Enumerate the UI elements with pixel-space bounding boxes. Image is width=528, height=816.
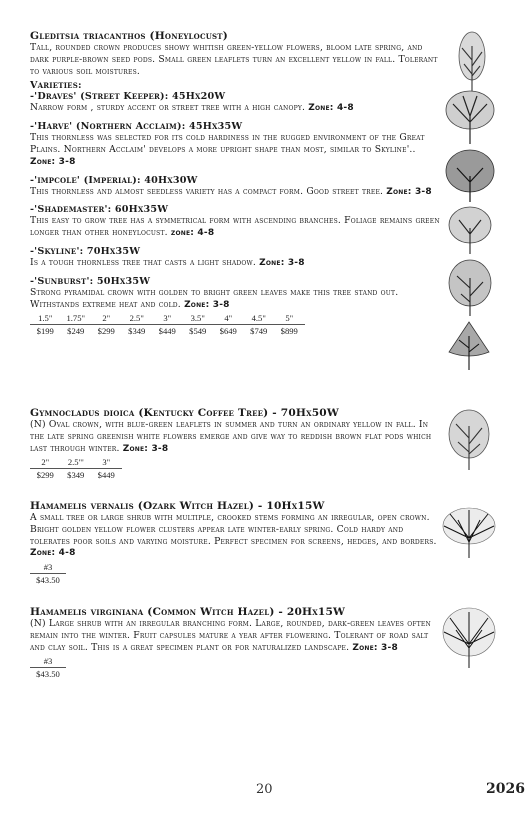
price-table bbox=[30, 456, 122, 481]
zone-label: Zone: 3-8 bbox=[184, 299, 230, 310]
tree-illustration-pyramidal bbox=[443, 318, 495, 372]
tree-illustration-compact bbox=[445, 204, 495, 256]
zone-label: zone: 4-8 bbox=[170, 228, 215, 239]
price-cell: $299 bbox=[97, 326, 115, 337]
zone-label: Zone: 3-8 bbox=[122, 443, 169, 454]
size-cell: #3 bbox=[30, 655, 66, 668]
price-cell: $249 bbox=[67, 326, 85, 337]
varieties-list bbox=[30, 91, 440, 311]
catalog-year: 2026 bbox=[486, 781, 525, 797]
variety-name: -'impcole' (Imperial): 40Hx30W bbox=[30, 174, 198, 186]
tree-illustration-round-dark bbox=[443, 148, 497, 204]
entry-description: A small tree or large shrub with multiple, crooked stems forming an irregular, open crown. Bright golden yellow flower clusters appear late winter-early spring. Cold hardy and tolerates poor soils and varying moisture. Perfect specimen for screens, hedges, and borders. Zone: 4-8 bbox=[30, 512, 437, 559]
entry-description: (N) Oval crown, with blue-green leaflets in summer and turn an ordinary yellow in fall. In the late spring greenish white flowers emerge and give way to reddish brown flat pods which last through winter. Zone: 3-8 bbox=[30, 419, 432, 454]
price-table bbox=[30, 312, 305, 337]
variety-description: Is a tough thornless tree that casts a light shadow. Zone: 3-8 bbox=[30, 256, 305, 268]
tree-illustration-open bbox=[445, 258, 495, 318]
entry-hamamelis-virginiana bbox=[30, 606, 440, 680]
price-cell: $549 bbox=[189, 326, 207, 337]
price-cell: $349 bbox=[67, 470, 85, 481]
tree-illustration-vase bbox=[443, 88, 497, 146]
size-cell: 2.5"' bbox=[61, 456, 92, 469]
variety-name: -'Skyline': 70Hx35W bbox=[30, 245, 141, 257]
variety-description: This thornless and almost seedless variety has a compact form. Good street tree. Zone: 3-8 bbox=[30, 185, 432, 197]
entry-title: Gleditsia triacanthos (Honeylocust) bbox=[30, 30, 228, 42]
entry-title: Gymnocladus dioica (Kentucky Coffee Tree) - 70Hx50W bbox=[30, 407, 339, 419]
price-cell: $899 bbox=[280, 326, 298, 337]
size-cell: 2" bbox=[30, 456, 61, 469]
size-cell: 2" bbox=[91, 312, 122, 325]
price-table bbox=[30, 655, 66, 680]
zone-label: Zone: 4-8 bbox=[30, 548, 76, 559]
entry-title: Hamamelis vernalis (Ozark Witch Hazel) - 10Hx15W bbox=[30, 500, 325, 512]
size-cell: 4.5" bbox=[244, 312, 275, 325]
zone-label: Zone: 3-8 bbox=[30, 156, 76, 167]
variety-description: Strong pyramidal crown with golden to bright green leaves make this tree stand out. Withstands extreme heat and cold. Zone: 3-8 bbox=[30, 286, 399, 310]
price-cell: $199 bbox=[36, 326, 54, 337]
entry-description: Tall, rounded crown produces showy whitish green-yellow flowers, bloom late spring, and dark purple-brown seed pods. Small green leaflets turn an excellent yellow in fall. Tolerant to various soil moistures. bbox=[30, 42, 438, 77]
entry-gymnocladus bbox=[30, 407, 440, 481]
zone-label: Zone: 3-8 bbox=[386, 186, 432, 197]
zone-label: Zone: 3-8 bbox=[352, 642, 398, 653]
entry-description: (N) Large shrub with an irregular branching form. Large, rounded, dark-green leaves often remain into the winter. Fruit capsules mature a year after flowering. Tolerant of road salt and clay soil. This is a great specimen plant or for naturalized landscape. Zone: 3-8 bbox=[30, 618, 431, 653]
tree-illustration-witch-hazel bbox=[440, 504, 498, 560]
price-cell: $299 bbox=[36, 470, 54, 481]
size-cell: 3" bbox=[91, 456, 122, 469]
varieties-label: Varieties: bbox=[30, 80, 82, 92]
page-number: 20 bbox=[256, 782, 273, 797]
variety-description: This thornless was selected for its cold hardiness in the rugged environment of the Great Plains. Northern Acclaim' develops a more upright shape than most, similar to Skyline'.. Zone: 3-8 bbox=[30, 132, 425, 167]
size-cell: 3" bbox=[152, 312, 183, 325]
variety-description: This easy to grow tree has a symmetrical form with ascending branches. Foliage remains green longer than other honeylocust. zone: 4-8 bbox=[30, 215, 440, 239]
entry-hamamelis-vernalis bbox=[30, 500, 440, 586]
size-cell: 4" bbox=[213, 312, 244, 325]
size-cell: #3 bbox=[30, 561, 66, 574]
size-cell: 2.5" bbox=[122, 312, 153, 325]
entry-gleditsia bbox=[30, 30, 440, 337]
variety-description: Narrow form , sturdy accent or street tree with a high canopy. Zone: 4-8 bbox=[30, 102, 354, 114]
variety-name: -'Draves' (Street Keeper): 45Hx20W bbox=[30, 91, 226, 103]
price-cell: $449 bbox=[158, 326, 176, 337]
price-cell: $43.50 bbox=[36, 575, 60, 586]
tree-illustration-oval bbox=[444, 408, 494, 472]
zone-label: Zone: 3-8 bbox=[259, 257, 305, 268]
price-table bbox=[30, 561, 66, 586]
size-cell: 1.75" bbox=[61, 312, 92, 325]
variety-name: -'Sunburst': 50Hx35W bbox=[30, 275, 151, 287]
price-cell: $649 bbox=[219, 326, 237, 337]
variety-name: -'Shademaster': 60Hx35W bbox=[30, 204, 169, 216]
tree-illustration-narrow bbox=[450, 30, 494, 94]
price-cell: $43.50 bbox=[36, 669, 60, 680]
size-cell: 1.5" bbox=[30, 312, 61, 325]
entry-title: Hamamelis virginiana (Common Witch Hazel) - 20Hx15W bbox=[30, 606, 346, 618]
size-cell: 3.5" bbox=[183, 312, 214, 325]
price-cell: $349 bbox=[128, 326, 146, 337]
price-cell: $749 bbox=[250, 326, 268, 337]
size-cell: 5" bbox=[274, 312, 305, 325]
price-cell: $449 bbox=[97, 470, 115, 481]
variety-name: -'Harve' (Northern Acclaim): 45Hx35W bbox=[30, 121, 243, 133]
zone-label: Zone: 4-8 bbox=[308, 103, 354, 114]
tree-illustration-branching bbox=[440, 604, 498, 670]
